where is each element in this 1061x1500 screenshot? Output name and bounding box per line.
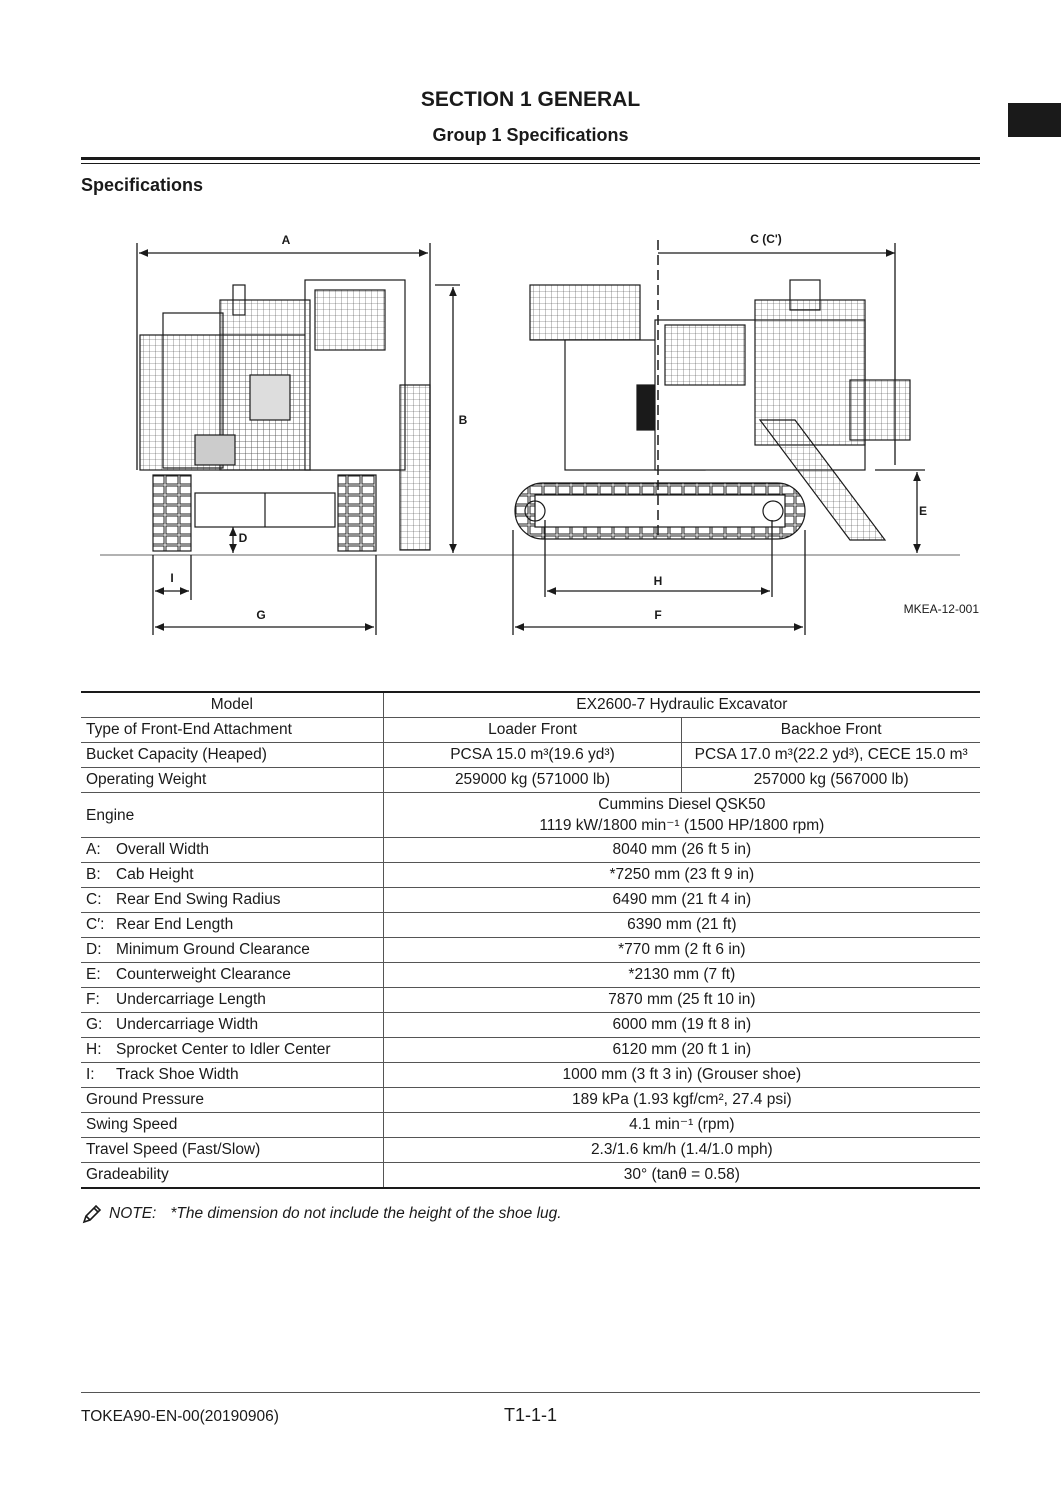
engine-value [383, 793, 980, 838]
header-rule-thick [81, 157, 980, 160]
weight-label: Operating Weight [81, 768, 383, 793]
dim-letter: B: [86, 866, 101, 883]
dim-name: Rear End Swing Radius [116, 891, 281, 908]
table-row-model [81, 692, 980, 718]
table-row-dim-i [81, 1063, 980, 1088]
specifications-table [81, 691, 980, 1189]
dim-value: 6120 mm (20 ft 1 in) [383, 1038, 980, 1063]
table-row-weight [81, 768, 980, 793]
dim-letter: E: [86, 966, 101, 983]
document-code: TOKEA90-EN-00(20190906) [81, 1408, 279, 1425]
excavator-dimension-figure [95, 225, 985, 645]
bucket-loader: PCSA 15.0 m³(19.6 yd³) [383, 743, 682, 768]
dim-value: 6390 mm (21 ft) [383, 913, 980, 938]
section-title: SECTION 1 GENERAL [420, 88, 641, 111]
dim-name: Cab Height [116, 866, 194, 883]
table-row-dim-b [81, 863, 980, 888]
side-view-excavator [515, 280, 910, 540]
dim-name: Sprocket Center to Idler Center [116, 1041, 331, 1058]
swing-speed-value: 4.1 min⁻¹ (rpm) [383, 1113, 980, 1138]
model-label: Model [81, 692, 383, 718]
ground-pressure-label: Ground Pressure [81, 1088, 383, 1113]
dim-label-c: C (C') [750, 232, 782, 246]
travel-speed-label: Travel Speed (Fast/Slow) [81, 1138, 383, 1163]
gradeability-value: 30° (tanθ = 0.58) [383, 1163, 980, 1189]
dim-letter: C: [86, 891, 102, 908]
table-row-gradeability [81, 1163, 980, 1189]
table-row-dim-d [81, 938, 980, 963]
engine-line1: Cummins Diesel QSK50 [598, 796, 766, 813]
front-view-excavator [140, 280, 430, 551]
weight-backhoe: 257000 kg (567000 lb) [682, 768, 980, 793]
dim-value: 8040 mm (26 ft 5 in) [383, 838, 980, 863]
table-row-dim-c-prime [81, 913, 980, 938]
table-row-engine [81, 793, 980, 838]
table-row-attachment [81, 718, 980, 743]
engine-line2: 1119 kW/1800 min⁻¹ (1500 HP/1800 rpm) [539, 817, 825, 834]
gradeability-label: Gradeability [81, 1163, 383, 1189]
specifications-heading: Specifications [81, 175, 204, 195]
dim-letter: I: [86, 1066, 95, 1083]
dim-label-g: G [256, 608, 266, 622]
dim-letter: C′: [86, 916, 105, 933]
dim-row-label [81, 888, 383, 913]
dim-row-label [81, 963, 383, 988]
table-row-ground-pressure [81, 1088, 980, 1113]
dim-name: Overall Width [116, 841, 210, 858]
dim-value: 7870 mm (25 ft 10 in) [383, 988, 980, 1013]
dim-name: Undercarriage Length [116, 991, 266, 1008]
swing-speed-label: Swing Speed [81, 1113, 383, 1138]
pencil-note-icon [81, 1203, 103, 1225]
dim-letter: F: [86, 991, 100, 1008]
attachment-backhoe: Backhoe Front [682, 718, 980, 743]
dim-letter: G: [86, 1016, 103, 1033]
dim-value: *770 mm (2 ft 6 in) [383, 938, 980, 963]
dim-row-label [81, 863, 383, 888]
dim-label-e: E [918, 504, 928, 518]
ground-pressure-value: 189 kPa (1.93 kgf/cm², 27.4 psi) [383, 1088, 980, 1113]
dim-letter: H: [86, 1041, 102, 1058]
dim-name: Undercarriage Width [116, 1016, 259, 1033]
table-row-dim-e [81, 963, 980, 988]
header-rule-thin [81, 163, 980, 164]
table-row-bucket [81, 743, 980, 768]
dim-row-label [81, 988, 383, 1013]
table-row-dim-a [81, 838, 980, 863]
dim-row-label [81, 1038, 383, 1063]
dim-name: Minimum Ground Clearance [116, 941, 310, 958]
bucket-backhoe: PCSA 17.0 m³(22.2 yd³), CECE 15.0 m³ [682, 743, 980, 768]
dim-value: 6000 mm (19 ft 8 in) [383, 1013, 980, 1038]
engine-label: Engine [81, 793, 383, 838]
dim-label-h: H [653, 574, 663, 588]
table-row-dim-c [81, 888, 980, 913]
note [81, 1203, 562, 1225]
dim-row-label [81, 938, 383, 963]
dim-name: Counterweight Clearance [116, 966, 291, 983]
dim-row-label [81, 1063, 383, 1088]
dim-value: *7250 mm (23 ft 9 in) [383, 863, 980, 888]
dim-name: Rear End Length [116, 916, 234, 933]
dim-label-i: I [170, 571, 174, 585]
table-row-dim-f [81, 988, 980, 1013]
dim-row-label [81, 838, 383, 863]
page-number: T1-1-1 [503, 1405, 557, 1425]
group-title: Group 1 Specifications [432, 125, 629, 145]
footer-rule [81, 1392, 980, 1393]
dim-row-label [81, 1013, 383, 1038]
table-row-travel-speed [81, 1138, 980, 1163]
dim-label-f: F [654, 608, 662, 622]
note-text: *The dimension do not include the height of the shoe lug. [170, 1205, 562, 1222]
dim-row-label [81, 913, 383, 938]
travel-speed-value: 2.3/1.6 km/h (1.4/1.0 mph) [383, 1138, 980, 1163]
dim-label-d: D [238, 531, 248, 545]
table-row-dim-g [81, 1013, 980, 1038]
dim-value: *2130 mm (7 ft) [383, 963, 980, 988]
table-row-swing-speed [81, 1113, 980, 1138]
bucket-label: Bucket Capacity (Heaped) [81, 743, 383, 768]
attachment-loader: Loader Front [383, 718, 682, 743]
dim-letter: A: [86, 841, 101, 858]
table-row-dim-h [81, 1038, 980, 1063]
dim-letter: D: [86, 941, 102, 958]
figure-id: MKEA-12-001 [903, 602, 979, 616]
model-value: EX2600-7 Hydraulic Excavator [383, 692, 980, 718]
dim-name: Track Shoe Width [116, 1066, 239, 1083]
dim-value: 6490 mm (21 ft 4 in) [383, 888, 980, 913]
dim-label-b: B [458, 413, 468, 427]
weight-loader: 259000 kg (571000 lb) [383, 768, 682, 793]
note-label: NOTE: [109, 1205, 157, 1222]
dim-value: 1000 mm (3 ft 3 in) (Grouser shoe) [383, 1063, 980, 1088]
attachment-label: Type of Front-End Attachment [81, 718, 383, 743]
dim-label-a: A [281, 233, 291, 247]
